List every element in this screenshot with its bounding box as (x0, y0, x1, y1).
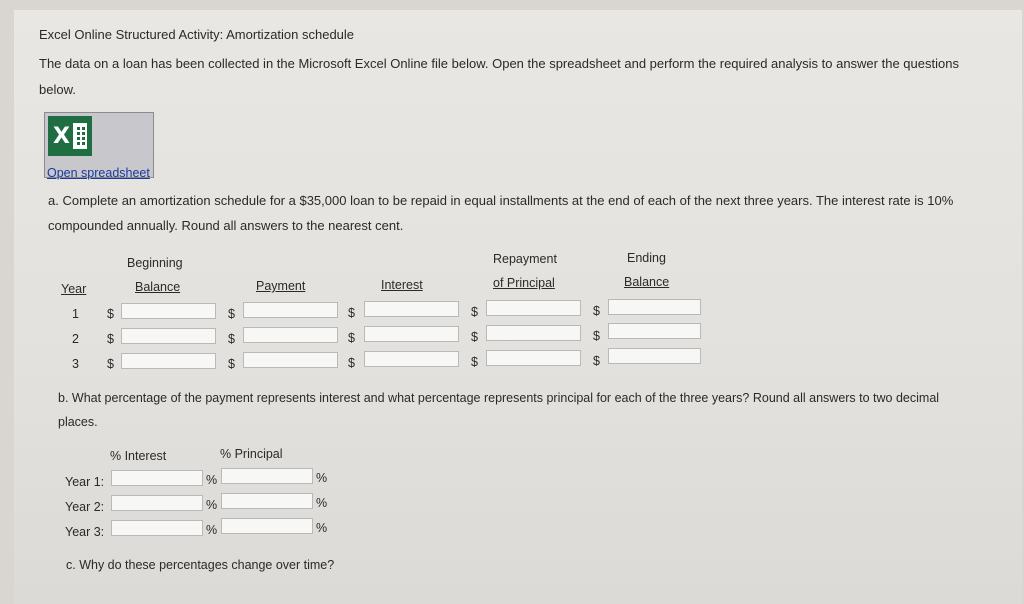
dollar-sign: $ (471, 330, 478, 344)
header-repayment-principal: of Principal (493, 276, 555, 290)
percent-sign: % (206, 473, 218, 487)
header-beginning-balance: Balance (135, 280, 181, 294)
dollar-sign: $ (228, 307, 235, 321)
row-3-year: 3 (72, 357, 79, 371)
row-3-beginning-input[interactable] (121, 353, 216, 369)
dollar-sign: $ (107, 332, 114, 346)
dollar-sign: $ (348, 331, 355, 345)
pct-row-2-label: Year 2: (65, 500, 105, 514)
part-c-question: c. Why do these percentages change over time? (66, 558, 335, 572)
row-2-beginning-input[interactable] (121, 328, 216, 344)
row-1-ending-input[interactable] (608, 299, 701, 315)
header-pct-interest: % Interest (110, 449, 167, 463)
dollar-sign: $ (471, 355, 478, 369)
percent-sign: % (206, 498, 218, 512)
header-beginning: Beginning (127, 256, 183, 270)
header-pct-principal: % Principal (220, 447, 283, 461)
row-1-principal-input[interactable] (486, 300, 581, 316)
row-1-beginning-input[interactable] (121, 303, 216, 319)
header-ending: Ending (627, 251, 666, 265)
dollar-sign: $ (471, 305, 478, 319)
pct-row-3-label: Year 3: (65, 525, 105, 539)
dollar-sign: $ (593, 304, 600, 318)
header-payment: Payment (256, 279, 306, 293)
percent-sign: % (316, 521, 328, 535)
year-2-interest-pct-input[interactable] (111, 495, 203, 511)
dollar-sign: $ (593, 354, 600, 368)
percent-sign: % (316, 471, 328, 485)
open-spreadsheet-link[interactable]: Open spreadsheet (47, 166, 150, 180)
row-3-interest-input[interactable] (364, 351, 459, 367)
year-1-interest-pct-input[interactable] (111, 470, 203, 486)
header-ending-balance: Balance (624, 275, 670, 289)
row-2-ending-input[interactable] (608, 323, 701, 339)
dollar-sign: $ (593, 329, 600, 343)
activity-title: Excel Online Structured Activity: Amortization schedule (39, 27, 355, 42)
row-3-payment-input[interactable] (243, 352, 338, 368)
header-repayment: Repayment (493, 252, 557, 266)
part-b-text-line1: b. What percentage of the payment represents interest and what percentage represents principal for each of the three years? Round all answers to two decimal (58, 391, 940, 405)
year-3-principal-pct-input[interactable] (221, 518, 313, 534)
year-3-interest-pct-input[interactable] (111, 520, 203, 536)
header-interest: Interest (381, 278, 423, 292)
row-2-year: 2 (72, 332, 79, 346)
part-b-text-line2: places. (58, 415, 98, 429)
year-1-principal-pct-input[interactable] (221, 468, 313, 484)
row-1-year: 1 (72, 307, 79, 321)
row-1-payment-input[interactable] (243, 302, 338, 318)
dollar-sign: $ (348, 306, 355, 320)
excel-icon: X (48, 116, 92, 156)
part-a-text-line1: a. Complete an amortization schedule for a $35,000 loan to be repaid in equal installments at the end of each of the next three years. The interest rate is 10% (48, 193, 954, 208)
dollar-sign: $ (228, 357, 235, 371)
dollar-sign: $ (107, 307, 114, 321)
dollar-sign: $ (107, 357, 114, 371)
open-spreadsheet-button[interactable] (44, 112, 154, 178)
row-2-payment-input[interactable] (243, 327, 338, 343)
dollar-sign: $ (228, 332, 235, 346)
pct-row-1-label: Year 1: (65, 475, 105, 489)
header-year: Year (61, 282, 87, 296)
row-2-interest-input[interactable] (364, 326, 459, 342)
dollar-sign: $ (348, 356, 355, 370)
row-1-interest-input[interactable] (364, 301, 459, 317)
year-2-principal-pct-input[interactable] (221, 493, 313, 509)
row-3-ending-input[interactable] (608, 348, 701, 364)
row-3-principal-input[interactable] (486, 350, 581, 366)
intro-text-line2: below. (39, 82, 76, 97)
row-2-principal-input[interactable] (486, 325, 581, 341)
percent-sign: % (206, 523, 218, 537)
part-a-text-line2: compounded annually. Round all answers to the nearest cent. (48, 218, 404, 233)
percent-sign: % (316, 496, 328, 510)
intro-text-line1: The data on a loan has been collected in the Microsoft Excel Online file below. Open the spreadsheet and perform the required analysis to answer the questions (39, 56, 959, 71)
